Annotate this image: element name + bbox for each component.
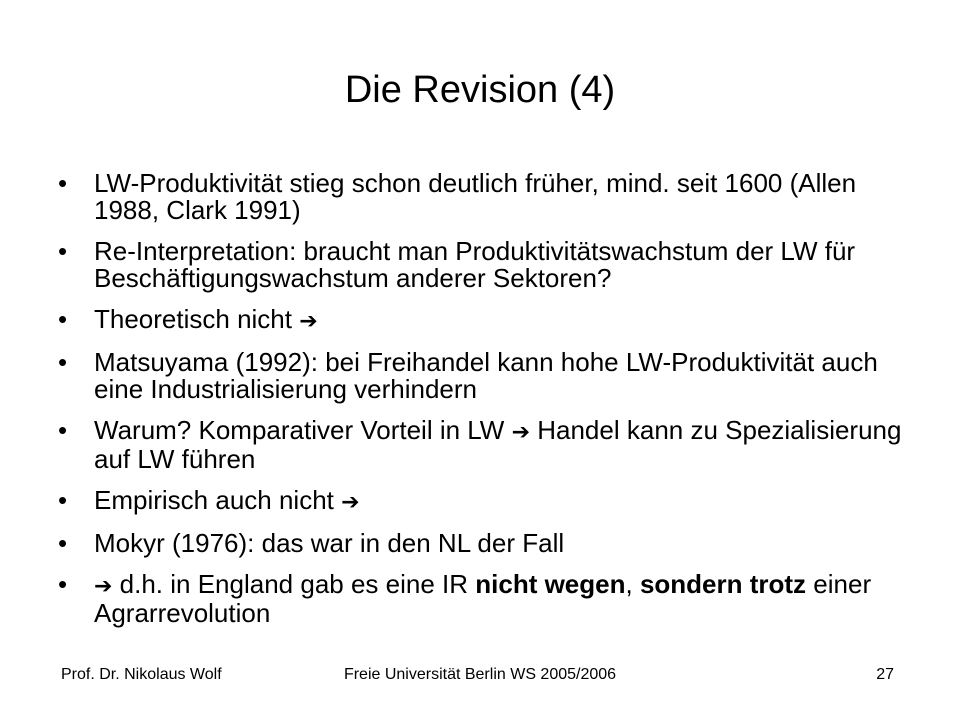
arrow-right-icon: ➔ [299,309,318,334]
bullet-dot-icon: • [58,236,68,266]
bullet-item [56,571,916,627]
slide-title: Die Revision (4) [344,69,616,111]
bullet-dot-icon: • [58,415,68,445]
footer-author: Prof. Dr. Nikolaus Wolf [61,666,222,683]
bullet-item [56,530,916,557]
bullet-item [56,417,916,473]
bullet-text: Warum? Komparativer Vorteil in LW [94,415,512,445]
bullet-list [56,170,916,641]
footer-institution: Freie Universität Berlin WS 2005/2006 [343,666,617,683]
bullet-text: Mokyr (1976): das war in den NL der Fall [94,528,565,558]
bullet-text: Empirisch auch nicht [94,485,342,515]
bullet-dot-icon: • [58,304,68,334]
bullet-text: Re-Interpretation: braucht man Produktivitätswachstum der LW für Beschäftigungswachstum anderer Sektoren? [94,236,856,293]
bullet-dot-icon: • [58,528,68,558]
arrow-right-icon: ➔ [511,420,531,445]
bullet-dot-icon: • [58,347,68,377]
bullet-item [56,487,916,516]
arrow-right-icon: ➔ [94,574,113,599]
bullet-dot-icon: • [58,168,68,198]
bullet-item [56,306,916,335]
bullet-text: Theoretisch nicht [94,304,300,334]
bullet-text-bold: nicht wegen [475,569,626,599]
bullet-dot-icon: • [58,485,68,515]
bullet-dot-icon: • [58,569,68,599]
bullet-text: einer Agrarrevolution [94,569,872,628]
bullet-text-bold: sondern trotz [639,569,807,599]
bullet-text: LW-Produktivität stieg schon deutlich früher, mind. seit 1600 (Allen 1988, Clark 1991) [94,168,857,225]
bullet-text: d.h. in England gab es eine IR [112,569,476,599]
bullet-item [56,170,916,224]
bullet-text: Handel kann zu Spezialisierung auf LW führen [94,415,902,474]
bullet-text: Matsuyama (1992): bei Freihandel kann hohe LW-Produktivität auch eine Industrialisierung verhindern [94,347,878,404]
bullet-item [56,349,916,403]
arrow-right-icon: ➔ [341,490,360,515]
bullet-item [56,238,916,292]
footer-page-number: 27 [876,666,894,683]
bullet-text: , [625,569,640,599]
